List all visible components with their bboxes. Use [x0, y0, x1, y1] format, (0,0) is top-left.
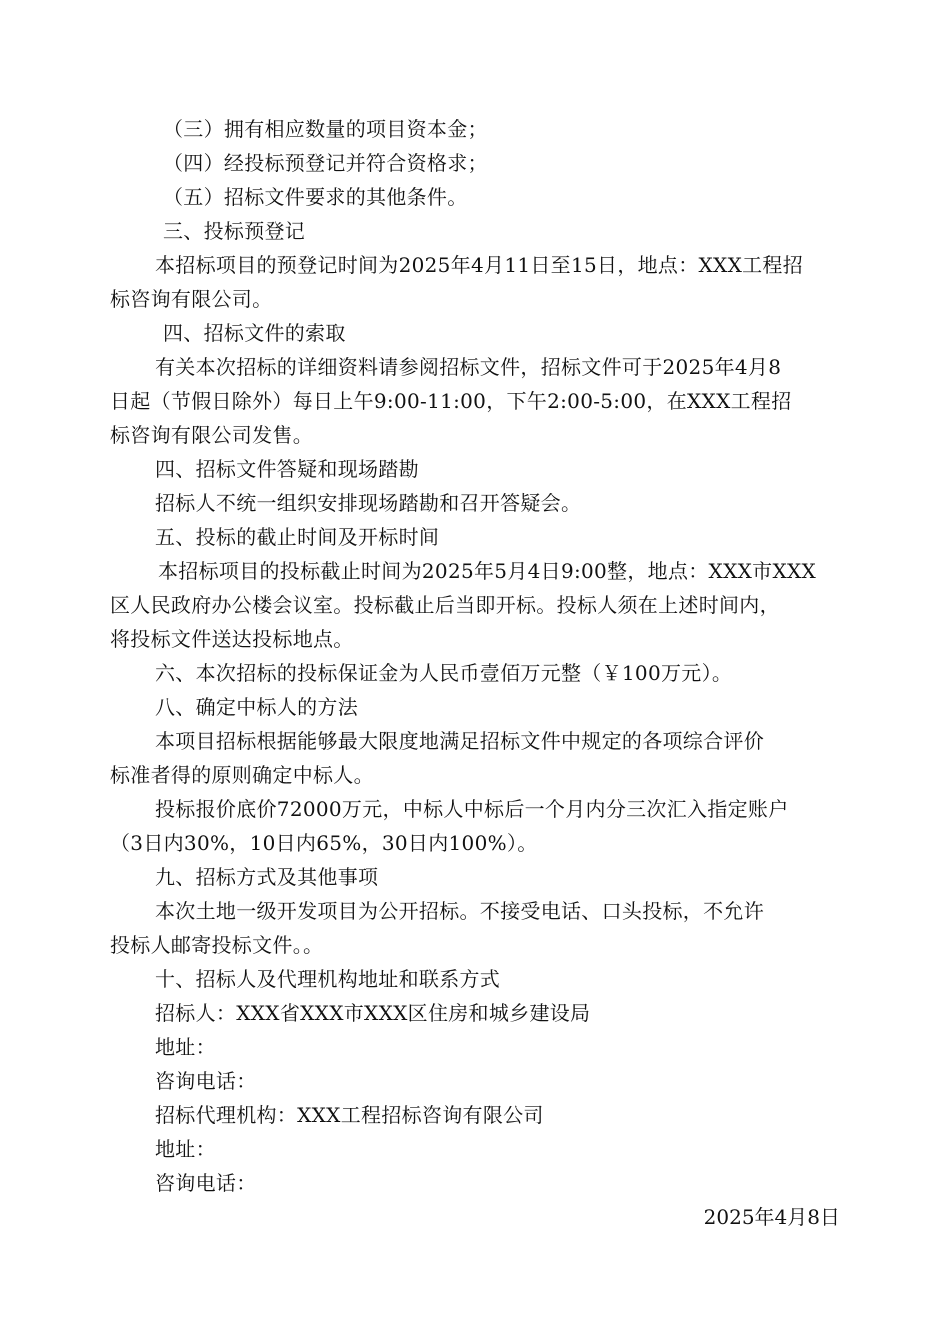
- document-date: 2025年4月8日: [703, 1205, 840, 1229]
- section-winner-method-heading: 八、确定中标人的方法: [155, 695, 358, 719]
- winner-method-line-2: 标准者得的原则确定中标人。: [110, 763, 374, 787]
- clause-3-capital: （三）拥有相应数量的项目资本金；: [163, 117, 488, 141]
- qa-site-text: 招标人不统一组织安排现场踏勘和召开答疑会。: [155, 491, 582, 515]
- reserve-price-line-2: （3日内30%，10日内65%，30日内100%）。: [110, 831, 538, 855]
- obtain-docs-line-1: 有关本次招标的详细资料请参阅招标文件，招标文件可于2025年4月8: [155, 355, 782, 379]
- method-other-line-2: 投标人邮寄投标文件。。: [110, 933, 324, 957]
- agency-address: 地址：: [155, 1137, 216, 1161]
- section-obtain-docs-heading: 四、招标文件的索取: [163, 321, 346, 345]
- section-qa-site-heading: 四、招标文件答疑和现场踏勘: [155, 457, 419, 481]
- section-deadline-heading: 五、投标的截止时间及开标时间: [155, 525, 440, 549]
- agency-phone: 咨询电话：: [155, 1171, 257, 1195]
- method-other-line-1: 本次土地一级开发项目为公开招标。不接受电话、口头投标，不允许: [155, 899, 764, 923]
- section-method-other-heading: 九、招标方式及其他事项: [155, 865, 379, 889]
- winner-method-line-1: 本项目招标根据能够最大限度地满足招标文件中规定的各项综合评价: [155, 729, 764, 753]
- deadline-line-2: 区人民政府办公楼会议室。投标截止后当即开标。投标人须在上述时间内，: [110, 593, 780, 617]
- tenderer-phone: 咨询电话：: [155, 1069, 257, 1093]
- clause-5-other: （五）招标文件要求的其他条件。: [163, 185, 468, 209]
- prereg-text-line-1: 本招标项目的预登记时间为2025年4月11日至15日，地点：XXX工程招: [155, 253, 804, 277]
- agency-name: 招标代理机构：XXX工程招标咨询有限公司: [155, 1103, 544, 1127]
- section-prereg-heading: 三、投标预登记: [163, 219, 306, 243]
- reserve-price-line-1: 投标报价底价72000万元，中标人中标后一个月内分三次汇入指定账户: [155, 797, 789, 821]
- prereg-text-line-2: 标咨询有限公司。: [110, 287, 273, 311]
- section-contacts-heading: 十、招标人及代理机构地址和联系方式: [155, 967, 501, 991]
- clause-4-prereg: （四）经投标预登记并符合资格求；: [163, 151, 488, 175]
- section-bid-bond: 六、本次招标的投标保证金为人民币壹佰万元整（￥100万元）。: [155, 661, 733, 685]
- obtain-docs-line-3: 标咨询有限公司发售。: [110, 423, 313, 447]
- deadline-line-3: 将投标文件送达投标地点。: [110, 627, 354, 651]
- tenderer-name: 招标人：XXX省XXX市XXX区住房和城乡建设局: [155, 1001, 591, 1025]
- obtain-docs-line-2: 日起（节假日除外）每日上午9:00-11:00，下午2:00-5:00，在XXX工程招: [110, 389, 792, 413]
- deadline-line-1: 本招标项目的投标截止时间为2025年5月4日9:00整，地点：XXX市XXX: [158, 559, 817, 583]
- tenderer-address: 地址：: [155, 1035, 216, 1059]
